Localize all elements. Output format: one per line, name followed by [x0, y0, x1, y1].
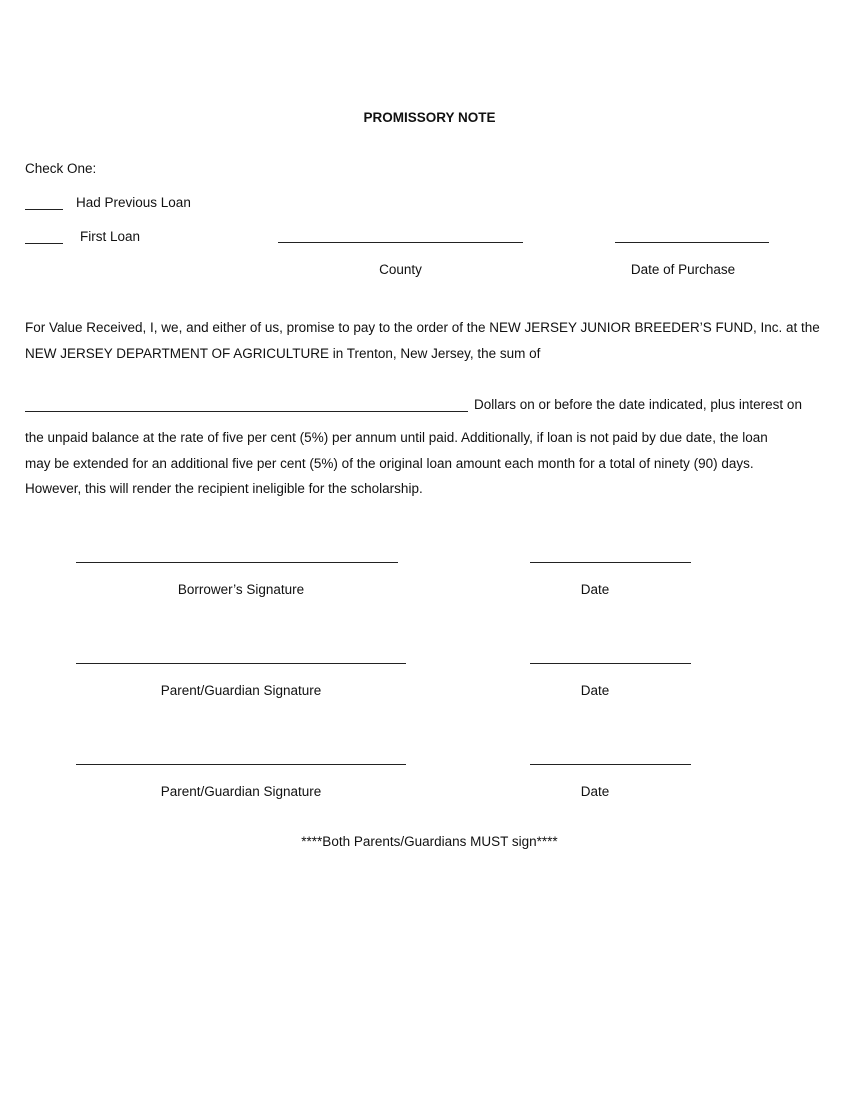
document-title: PROMISSORY NOTE: [363, 110, 496, 125]
dollars-text: Dollars on or before the date indicated, plus interest on: [474, 397, 802, 412]
promise-paragraph: [25, 315, 820, 366]
check-one-label: Check One:: [25, 161, 97, 176]
date-of-purchase-blank[interactable]: [615, 242, 769, 243]
parent-date-label-2: Date: [580, 784, 610, 799]
parent-signature-label-2: Parent/Guardian Signature: [160, 784, 322, 799]
date-of-purchase-label: Date of Purchase: [630, 262, 736, 277]
parent-date-line-1[interactable]: [530, 663, 691, 664]
interest-line-1: the unpaid balance at the rate of five per cent (5%) per annum until paid. Additionally, if loan is not paid by due date, the loan: [25, 430, 768, 445]
interest-line-2: may be extended for an additional five per cent (5%) of the original loan amount each month for a total of ninety (90) days.: [25, 455, 754, 471]
borrower-date-label: Date: [580, 582, 610, 597]
interest-line-3: However, this will render the recipient ineligible for the scholarship.: [25, 481, 423, 496]
had-previous-loan-label: Had Previous Loan: [76, 195, 191, 210]
borrower-signature-label: Borrower’s Signature: [177, 582, 305, 597]
first-loan-blank[interactable]: [25, 243, 63, 244]
parent-date-label-1: Date: [580, 683, 610, 698]
had-previous-loan-blank[interactable]: [25, 209, 63, 210]
promise-line-2: NEW JERSEY DEPARTMENT OF AGRICULTURE in Trenton, New Jersey, the sum of: [25, 345, 541, 361]
amount-blank[interactable]: [25, 411, 468, 412]
county-blank[interactable]: [278, 242, 523, 243]
parent-signature-line-1[interactable]: [76, 663, 406, 664]
parent-signature-label-1: Parent/Guardian Signature: [160, 683, 322, 698]
borrower-signature-line[interactable]: [76, 562, 398, 563]
promise-line-1: For Value Received, I, we, and either of us, promise to pay to the order of the NEW JERSEY JUNIOR BREEDER’S FUND, Inc. at the: [25, 320, 820, 335]
first-loan-label: First Loan: [80, 229, 141, 244]
interest-paragraph: [25, 425, 768, 502]
parent-date-line-2[interactable]: [530, 764, 691, 765]
parent-signature-line-2[interactable]: [76, 764, 406, 765]
county-label: County: [379, 262, 422, 277]
footer-note: ****Both Parents/Guardians MUST sign****: [301, 834, 558, 849]
borrower-date-line[interactable]: [530, 562, 691, 563]
